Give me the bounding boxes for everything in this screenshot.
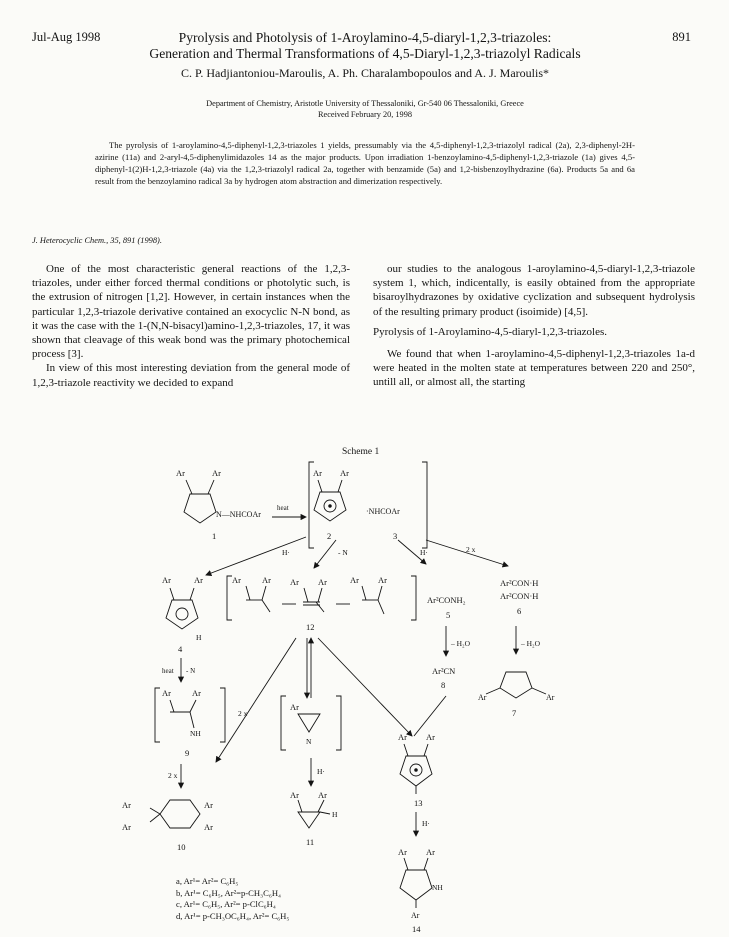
ar1-label: Ar [318, 790, 327, 800]
compound-number: 11 [306, 837, 315, 847]
paragraph: In view of this most interesting deviation from the general mode of 1,2,3-triazole reactivity we decided to expand [32, 362, 350, 389]
compound-number: 4 [178, 644, 183, 654]
ar1-label: Ar [290, 702, 299, 712]
compound-13 [400, 744, 432, 794]
ar1-label: Ar [204, 800, 213, 810]
two-x-label: 2 x [238, 709, 248, 718]
ar1-label: Ar [426, 847, 435, 857]
ar1-label: Ar [176, 468, 185, 478]
heat-label: heat [162, 667, 174, 675]
ar1-label: Ar [398, 732, 407, 742]
h-atom-label: H· [282, 548, 290, 557]
minus-n2-label: - N [186, 667, 196, 675]
ar1-label: Ar [232, 575, 241, 585]
ar1-label: Ar [350, 575, 359, 585]
two-x-label: 2 x [168, 771, 178, 780]
compound-11 [298, 800, 330, 828]
h-atom-label: H· [422, 819, 430, 828]
h-label: H [196, 633, 202, 642]
ar1-label: Ar [162, 688, 171, 698]
legend-entry-a: a, Ar¹= Ar²= C₆H₅ [176, 876, 239, 886]
body-column-left [32, 262, 350, 390]
compound-number: 5 [446, 610, 451, 620]
compound-6-formula: Ar²CON·H [500, 591, 539, 601]
compound-number: 9 [185, 748, 190, 758]
ar1-label: Ar [212, 468, 221, 478]
affiliation-block [80, 98, 650, 120]
compound-10 [150, 800, 200, 828]
page-number: 891 [672, 30, 691, 44]
ar1-label: Ar [290, 790, 299, 800]
section-heading: Pyrolysis of 1-Aroylamino-4,5-diaryl-1,2,3-triazoles. [373, 325, 608, 338]
minus-n2-label: - N [338, 548, 348, 557]
ar1-label: Ar [122, 822, 131, 832]
compound-number: 3 [393, 531, 398, 541]
minus-h2o-label: – H₂O [451, 639, 471, 648]
ar2-label: Ar [411, 911, 420, 920]
received-date: Received February 20, 1998 [317, 110, 412, 119]
two-x-label: 2 x [466, 545, 476, 554]
body-column-right [373, 262, 695, 390]
affiliation: Department of Chemistry, Aristotle University of Thessaloniki, Gr-540 06 Thessaloniki, Greece [206, 99, 524, 108]
authors: C. P. Hadjiantoniou-Maroulis, A. Ph. Charalambopoulos and A. J. Maroulis* [181, 66, 549, 80]
article-title [90, 30, 640, 62]
nh-label: NH [432, 883, 443, 892]
ar1-label: Ar [192, 688, 201, 698]
radical-3-label: ·NHCOAr [366, 507, 400, 516]
ar2-label: Ar [546, 693, 555, 702]
paragraph: our studies to the analogous 1-aroylamino-4,5-diaryl-1,2,3-triazole system 1, which, indicentally, is easily obtained from the appropriate bisaroylhydrazones by oxidative cyclization and subsequent hydrolysis of the resulting primary product (isoimide) [4,5]. [373, 263, 695, 318]
compound-7 [486, 672, 546, 698]
title-line-2: Generation and Thermal Transformations of 4,5-Diaryl-1,2,3-triazolyl Radicals [149, 46, 581, 61]
title-line-1: Pyrolysis and Photolysis of 1-Aroylamino-4,5-diaryl-1,2,3-triazoles: [178, 30, 552, 45]
compound-number: 12 [306, 622, 315, 632]
scheme-title: Scheme 1 [342, 447, 380, 457]
n-label: N [306, 737, 312, 746]
paragraph: One of the most characteristic general reactions of the 1,2,3-triazoles, under either forced thermal conditions or photolytic such, is the extrusion of nitrogen [1,2]. However, in certain instances when the particular 1,2,3-triazole derivative contained an exocyclic N-N bond, as it was the case with the 1-(N,N-bisacyl)amino-1,2,3-triazoles, 17, it was shown that cleavage of this weak bond was the primary photochemical process [3]. [32, 263, 350, 361]
compound-number: 2 [327, 531, 332, 541]
legend-entry-c: c, Ar¹= C₆H₅, Ar²= p-ClC₆H₄ [176, 899, 276, 909]
compound-number: 6 [517, 606, 522, 616]
heat-label: heat [277, 504, 289, 512]
ar1-label: Ar [313, 468, 322, 478]
ar1-label: Ar [378, 575, 387, 585]
ar1-label: Ar [262, 575, 271, 585]
compound-number: 13 [414, 798, 423, 808]
nh-label: NH [190, 729, 201, 738]
ar2-label: Ar [478, 693, 487, 702]
h-atom-label: H· [420, 548, 428, 557]
compound-number: 10 [177, 842, 186, 852]
ar1-label: Ar [426, 732, 435, 742]
legend-entry-d: d, Ar¹= p-CH₃OC₆H₄, Ar²= C₆H₅ [176, 910, 290, 921]
minus-h2o-label: – H₂O [521, 639, 541, 648]
compound-number: 8 [441, 680, 446, 690]
compound-4 [166, 588, 198, 629]
compound-5-formula: Ar²CONH₂ [427, 595, 466, 605]
compound-1 [184, 480, 216, 523]
compound-number: 7 [512, 708, 517, 718]
h-label: H [332, 810, 338, 819]
compound-14-drawing [0, 846, 729, 937]
ar1-label: Ar [194, 575, 203, 585]
compound-number: 14 [412, 924, 421, 934]
ar1-label: Ar [162, 575, 171, 585]
ar1-label: Ar [122, 800, 131, 810]
ar1-label: Ar [204, 822, 213, 832]
ar1-label: Ar [340, 468, 349, 478]
ar1-label: Ar [290, 577, 299, 587]
substituent-legend [176, 876, 289, 922]
legend-entry-b: b, Ar¹= C₆H₅, Ar²=p-CH₃C₆H₄ [176, 887, 282, 898]
abstract: The pyrolysis of 1-aroylamino-4,5-diphenyl-1,2,3-triazoles 1 yields, pressumably via the 4,5-diphenyl-1,2,3-triazolyl radical (2a), 2,3-diphenyl-2H-azirine (11a) and 2-aryl-4,5-diphenylimidazoles 14 as the major products. Upon irradiation 1-benzoylamino-4,5-diphenyl-1,2,3-triazole (1a) gives 4,5-diphenyl-1(2)H-1,2,3-triazole (4a) via the 1,2,3-triazolyl radical 2a, together with benzamide (5a) and 1,2-bisbenzoylhydrazine (6a). Products 5a and 6a result from the benzoylamino radical 3a by hydrogen atom abstraction and dimerization respectively. [95, 140, 635, 187]
ar1-label: Ar [318, 577, 327, 587]
h-atom-label: H· [317, 767, 325, 776]
compound-8-formula: Ar²CN [432, 666, 456, 676]
journal-date: Jul-Aug 1998 [32, 30, 101, 44]
ar1-label: Ar [398, 847, 407, 857]
compound-number: 1 [212, 531, 217, 541]
compound-6-formula: Ar²CON·H [500, 578, 539, 588]
nhcoar-label: N—NHCOAr [216, 510, 261, 519]
reaction-scheme [0, 440, 729, 880]
citation: J. Heterocyclic Chem., 35, 891 (1998). [32, 236, 162, 245]
paragraph: We found that when 1-aroylamino-4,5-diphenyl-1,2,3-triazoles 1a-d were heated in the molten state at temperatures between 220 and 250°, untill all, or almost all, the starting [373, 348, 695, 389]
